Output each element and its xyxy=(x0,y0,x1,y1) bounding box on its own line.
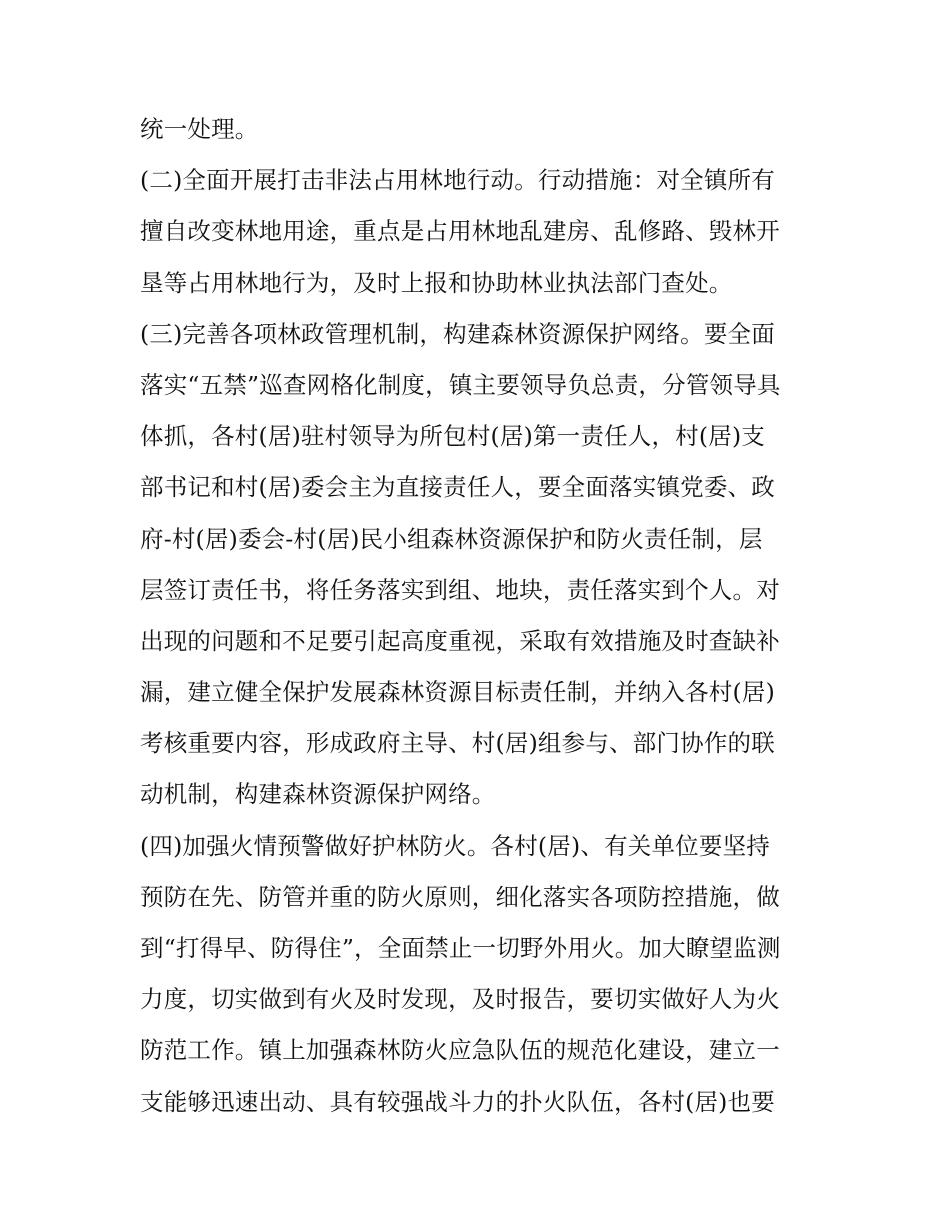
text-line: 府-村(居)委会-村(居)民小组森林资源保护和防火责任制，层 xyxy=(140,524,763,553)
text-line: 支能够迅速出动、具有较强战斗力的扑火队伍，各村(居)也要 xyxy=(140,1087,775,1116)
text-line: 考核重要内容，形成政府主导、村(居)组参与、部门协作的联 xyxy=(140,729,775,758)
text-line: 到“打得早、防得住”，全面禁止一切野外用火。加大瞭望监测 xyxy=(140,934,781,962)
text-line: (二)全面开展打击非法占用林地行动。行动措施：对全镇所有 xyxy=(140,166,775,195)
text-line: 预防在先、防管并重的防火原则，细化落实各项防控措施，做 xyxy=(140,882,780,911)
document-body xyxy=(140,104,820,1128)
text-line: 动机制，构建森林资源保护网络。 xyxy=(140,780,496,809)
text-line: 部书记和村(居)委会主为直接责任人，要全面落实镇党委、政 xyxy=(140,473,775,502)
text-line: 力度，切实做到有火及时发现，及时报告，要切实做好人为火 xyxy=(140,985,780,1014)
text-line: 垦等占用林地行为，及时上报和协助林业执法部门查处。 xyxy=(140,268,733,297)
text-line: 落实“五禁”巡查网格化制度，镇主要领导负总责，分管领导具 xyxy=(140,370,781,399)
text-line: 出现的问题和不足要引起高度重视，采取有效措施及时查缺补 xyxy=(140,626,780,655)
text-line: 层签订责任书，将任务落实到组、地块，责任落实到个人。对 xyxy=(140,575,780,604)
text-line: 体抓，各村(居)驻村领导为所包村(居)第一责任人，村(居)支 xyxy=(140,422,766,451)
text-line: 漏，建立健全保护发展森林资源目标责任制，并纳入各村(居) xyxy=(140,678,775,707)
text-line: 防范工作。镇上加强森林防火应急队伍的规范化建设，建立一 xyxy=(140,1036,780,1065)
text-line: (三)完善各项林政管理机制，构建森林资源保护网络。要全面 xyxy=(140,319,775,348)
text-line: (四)加强火情预警做好护林防火。各村(居)、有关单位要坚持 xyxy=(140,831,770,860)
text-line: 擅自改变林地用途，重点是占用林地乱建房、乱修路、毁林开 xyxy=(140,217,780,246)
text-line: 统一处理。 xyxy=(140,115,259,143)
